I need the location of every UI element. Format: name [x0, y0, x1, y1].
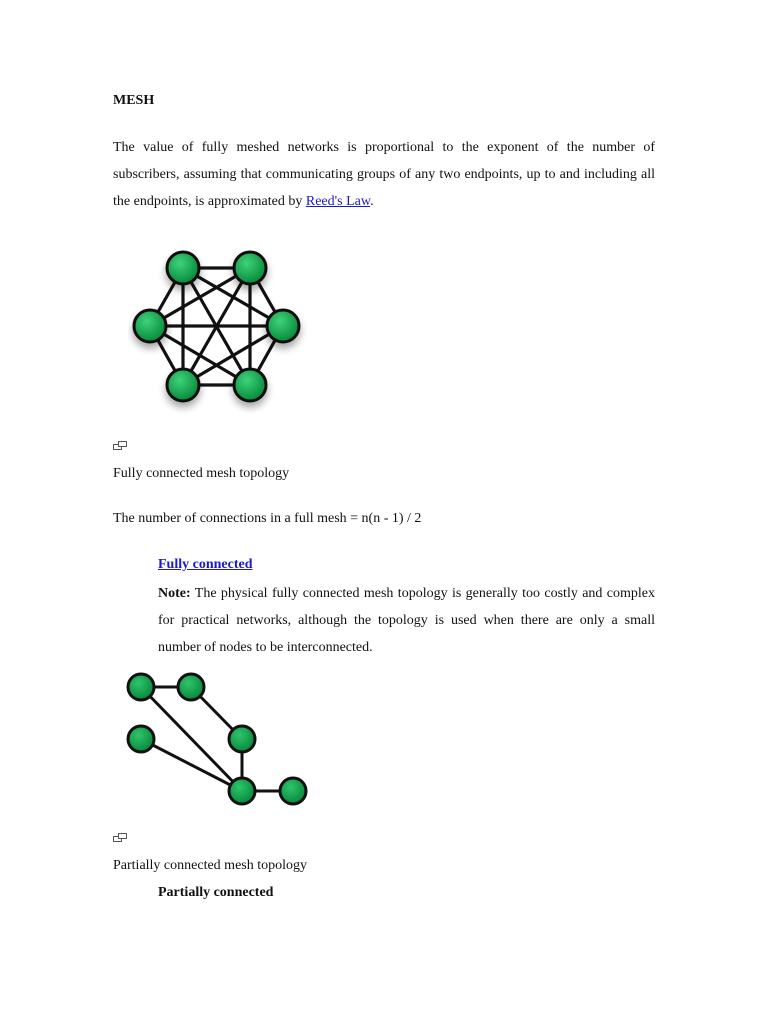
image-anchor-icon: [113, 441, 127, 450]
reeds-law-link[interactable]: Reed's Law: [305, 194, 371, 209]
intro-paragraph: [113, 134, 655, 215]
partially-connected-mesh-diagram: [124, 670, 314, 815]
mesh-node: [267, 310, 299, 342]
note-paragraph: [158, 580, 655, 661]
note-text: The physical fully connected mesh topology is generally too costly and complex for practical networks, although the topology is used when there are only a small number of nodes to be interconnected.: [158, 586, 655, 655]
partially-connected-label: Partially connected: [158, 885, 274, 900]
mesh-node: [134, 310, 166, 342]
figure1-caption: Fully connected mesh topology: [113, 466, 290, 481]
mesh-node: [234, 369, 266, 401]
note-label: Note:: [158, 586, 191, 601]
section-heading: MESH: [113, 93, 155, 108]
connections-formula: The number of connections in a full mesh = n(n - 1) / 2: [113, 511, 422, 526]
mesh-node: [234, 252, 266, 284]
mesh-link: [141, 687, 242, 791]
mesh-link: [141, 739, 242, 791]
intro-text: The value of fully meshed networks is proportional to the exponent of the number of subscribers, assuming that communicating groups of any two endpoints, up to and including all the endpoints, is approximated by: [113, 140, 655, 209]
figure2-caption: Partially connected mesh topology: [113, 858, 308, 873]
mesh-node: [128, 674, 154, 700]
mesh-node: [229, 778, 255, 804]
mesh-node: [167, 369, 199, 401]
mesh-node: [229, 726, 255, 752]
mesh-node: [167, 252, 199, 284]
mesh-node: [128, 726, 154, 752]
fully-connected-link[interactable]: Fully connected: [158, 557, 253, 572]
intro-end: .: [370, 194, 374, 209]
image-anchor-icon: [113, 833, 127, 842]
mesh-node: [178, 674, 204, 700]
fully-connected-mesh-diagram: [128, 245, 318, 415]
mesh-node: [280, 778, 306, 804]
